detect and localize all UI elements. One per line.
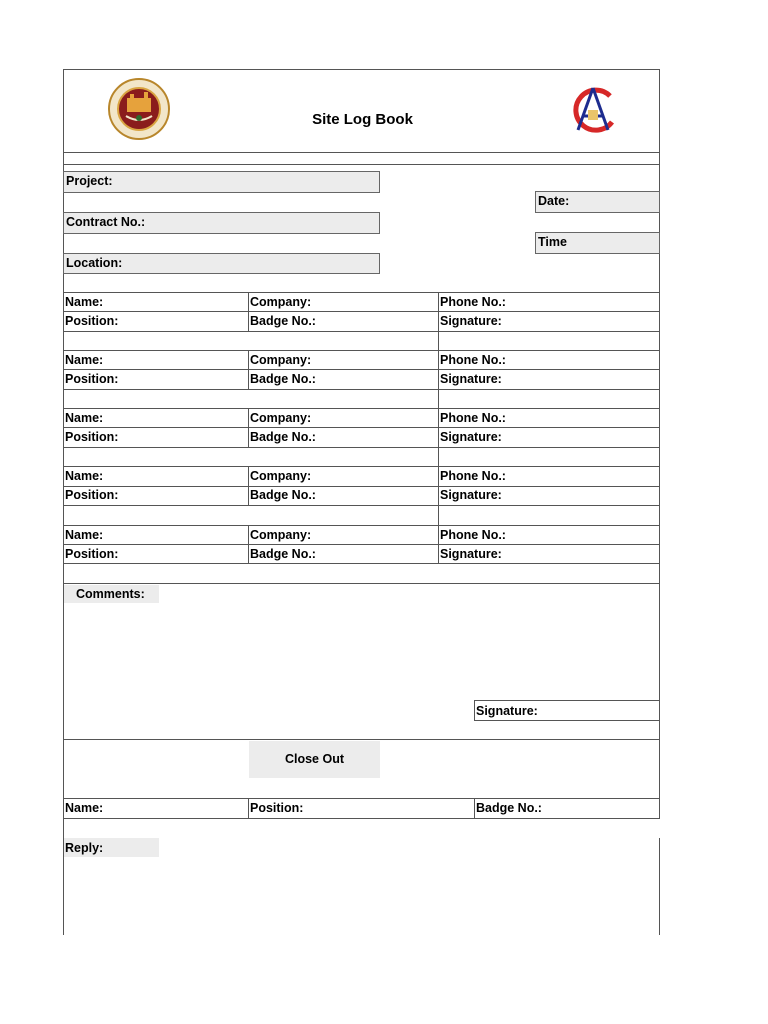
column-divider: [248, 466, 249, 505]
time-label: Time: [538, 235, 567, 249]
form-right-border: [659, 838, 660, 935]
contract-number-label: Contract No.:: [66, 215, 146, 229]
name-label: Name:: [65, 528, 104, 542]
company-label: Company:: [250, 528, 312, 542]
phone-label: Phone No.:: [440, 353, 506, 367]
close-out-row-bottom: [63, 818, 660, 819]
signature-label: Signature:: [440, 488, 502, 502]
phone-label: Phone No.:: [440, 411, 506, 425]
name-label: Name:: [65, 295, 104, 309]
form-left-border: [63, 69, 64, 935]
column-divider: [248, 350, 249, 389]
signature-label: Signature:: [440, 372, 502, 386]
phone-label: Phone No.:: [440, 295, 506, 309]
comments-area[interactable]: [64, 604, 659, 699]
close-out-label: Close Out: [284, 752, 345, 766]
company-label: Company:: [250, 469, 312, 483]
kingdom-seal-logo: [108, 78, 170, 140]
row-divider: [63, 427, 660, 428]
project-field[interactable]: [63, 171, 380, 193]
row-divider: [63, 563, 660, 564]
row-divider: [63, 331, 660, 332]
column-divider: [438, 408, 439, 466]
badge-label: Badge No.:: [250, 488, 316, 502]
position-label: Position:: [65, 430, 119, 444]
position-label: Position:: [65, 314, 119, 328]
row-divider: [63, 350, 660, 351]
row-divider: [63, 311, 660, 312]
comments-label: Comments:: [76, 587, 145, 601]
name-label: Name:: [65, 353, 104, 367]
phone-label: Phone No.:: [440, 469, 506, 483]
column-divider: [438, 292, 439, 350]
reply-area[interactable]: [64, 858, 659, 935]
location-field[interactable]: [63, 253, 380, 274]
column-divider: [438, 466, 439, 525]
signature-label: Signature:: [440, 314, 502, 328]
row-divider: [63, 389, 660, 390]
column-divider: [248, 525, 249, 563]
name-label: Name:: [65, 469, 104, 483]
badge-label: Badge No.:: [250, 547, 316, 561]
page-title: Site Log Book: [312, 111, 413, 128]
badge-label: Badge No.:: [250, 430, 316, 444]
name-label: Name:: [65, 411, 104, 425]
form-right-border: [659, 739, 660, 818]
personnel-top-border: [63, 292, 660, 293]
comments-signature-label: Signature:: [476, 704, 538, 718]
position-label: Position:: [65, 488, 119, 502]
row-divider: [63, 466, 660, 467]
date-field[interactable]: [535, 191, 660, 213]
badge-label: Badge No.:: [250, 372, 316, 386]
comments-bottom-border: [63, 739, 660, 740]
position-label: Position:: [65, 547, 119, 561]
location-label: Location:: [66, 256, 123, 270]
header-top-border: [63, 69, 660, 70]
signature-label: Signature:: [440, 430, 502, 444]
row-divider: [63, 408, 660, 409]
info-top-border: [63, 164, 660, 165]
close-out-badge-label: Badge No.:: [476, 801, 542, 815]
row-divider: [63, 486, 660, 487]
row-divider: [63, 505, 660, 506]
close-out-name-label: Name:: [65, 801, 104, 815]
signature-label: Signature:: [440, 547, 502, 561]
header-bottom-border: [63, 152, 660, 153]
row-divider: [63, 525, 660, 526]
column-divider: [248, 408, 249, 447]
column-divider: [438, 350, 439, 408]
column-divider: [248, 798, 249, 818]
reply-label: Reply:: [65, 841, 104, 855]
ac-logo: [566, 86, 620, 134]
phone-label: Phone No.:: [440, 528, 506, 542]
position-label: Position:: [65, 372, 119, 386]
column-divider: [438, 525, 439, 563]
badge-label: Badge No.:: [250, 314, 316, 328]
close-out-position-label: Position:: [250, 801, 304, 815]
date-label: Date:: [538, 194, 570, 208]
close-out-row-top: [63, 798, 660, 799]
company-label: Company:: [250, 353, 312, 367]
row-divider: [63, 583, 660, 584]
project-label: Project:: [66, 174, 113, 188]
time-field[interactable]: [535, 232, 660, 254]
column-divider: [248, 292, 249, 331]
contract-number-field[interactable]: [63, 212, 380, 234]
column-divider: [474, 798, 475, 818]
company-label: Company:: [250, 295, 312, 309]
company-label: Company:: [250, 411, 312, 425]
row-divider: [63, 369, 660, 370]
row-divider: [63, 447, 660, 448]
row-divider: [63, 544, 660, 545]
